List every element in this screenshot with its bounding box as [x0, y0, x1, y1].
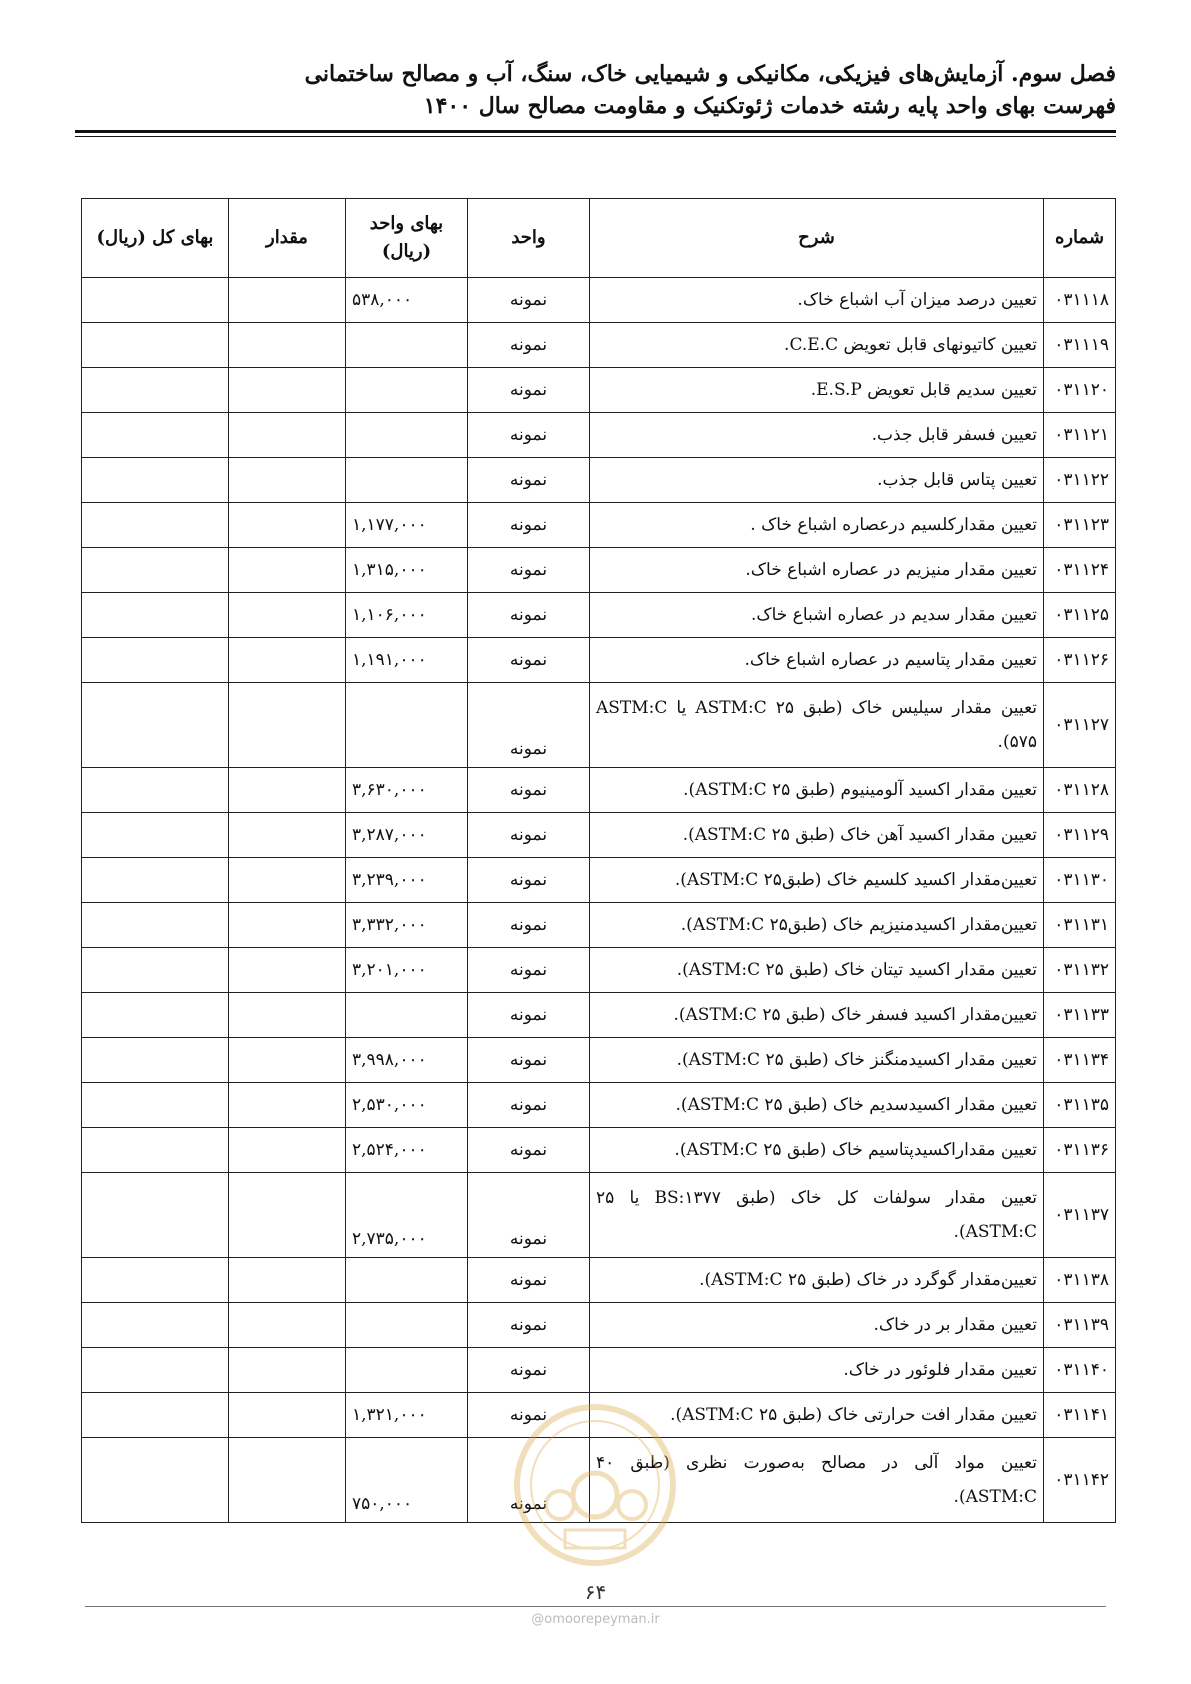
- row-description: تعیین‌مقدار اکسید فسفر خاک (طبق ASTM:C ۲۵).: [590, 993, 1044, 1038]
- table-row: [82, 903, 1116, 948]
- row-description: تعیین مقدار اکسید آهن خاک (طبق ASTM:C ۲۵).: [590, 813, 1044, 858]
- row-unit: نمونه: [468, 1303, 590, 1348]
- row-total-price: [82, 1173, 229, 1258]
- row-quantity: [229, 1128, 346, 1173]
- header-code: شماره: [1044, 199, 1116, 278]
- table-row: [82, 683, 1116, 768]
- row-description: تعیین کاتیونهای قابل تعویض C.E.C.: [590, 323, 1044, 368]
- footer-url: @omoorepeyman.ir: [531, 1612, 660, 1627]
- row-quantity: [229, 548, 346, 593]
- row-quantity: [229, 278, 346, 323]
- row-quantity: [229, 638, 346, 683]
- row-unit: نمونه: [468, 768, 590, 813]
- row-total-price: [82, 768, 229, 813]
- table-row: [82, 993, 1116, 1038]
- row-total-price: [82, 368, 229, 413]
- row-code: ۰۳۱۱۲۸: [1044, 768, 1116, 813]
- row-description: تعیین مقدار سدیم در عصاره اشباع خاک.: [590, 593, 1044, 638]
- table-row: [82, 1038, 1116, 1083]
- row-unit-price: [346, 458, 468, 503]
- row-total-price: [82, 1038, 229, 1083]
- row-unit: نمونه: [468, 948, 590, 993]
- row-unit: نمونه: [468, 593, 590, 638]
- header-total: بهای کل (ریال): [82, 199, 229, 278]
- row-total-price: [82, 1438, 229, 1523]
- row-unit: نمونه: [468, 458, 590, 503]
- row-description: تعیین‌مقدار گوگرد در خاک (طبق ۲۵ ASTM:C).: [590, 1258, 1044, 1303]
- row-code: ۰۳۱۱۴۱: [1044, 1393, 1116, 1438]
- table-row: [82, 638, 1116, 683]
- row-description: تعیین مقدار پتاسیم در عصاره اشباع خاک.: [590, 638, 1044, 683]
- row-description: تعیین مقدار اکسیدمنگنز خاک (طبق ASTM:C ۲۵).: [590, 1038, 1044, 1083]
- row-code: ۰۳۱۱۳۹: [1044, 1303, 1116, 1348]
- row-unit: نمونه: [468, 638, 590, 683]
- row-unit: نمونه: [468, 813, 590, 858]
- row-unit-price: ۵۳۸,۰۰۰: [346, 278, 468, 323]
- row-description: تعیین مقدار منیزیم در عصاره اشباع خاک.: [590, 548, 1044, 593]
- row-code: ۰۳۱۱۳۰: [1044, 858, 1116, 903]
- row-code: ۰۳۱۱۳۲: [1044, 948, 1116, 993]
- row-unit: نمونه: [468, 278, 590, 323]
- row-total-price: [82, 548, 229, 593]
- row-quantity: [229, 858, 346, 903]
- row-code: ۰۳۱۱۳۴: [1044, 1038, 1116, 1083]
- table-header-row: [82, 199, 1116, 278]
- table-row: [82, 593, 1116, 638]
- row-description: تعیین سدیم قابل تعویض E.S.P.: [590, 368, 1044, 413]
- row-unit-price: [346, 413, 468, 458]
- row-unit: نمونه: [468, 1128, 590, 1173]
- row-total-price: [82, 323, 229, 368]
- row-unit-price: ۷۵۰,۰۰۰: [346, 1438, 468, 1523]
- row-unit: نمونه: [468, 1438, 590, 1523]
- row-unit-price: ۳,۹۹۸,۰۰۰: [346, 1038, 468, 1083]
- row-unit-price: ۳,۶۳۰,۰۰۰: [346, 768, 468, 813]
- row-description: تعیین مقدارکلسیم درعصاره اشباع خاک .: [590, 503, 1044, 548]
- row-total-price: [82, 593, 229, 638]
- row-quantity: [229, 458, 346, 503]
- row-unit: نمونه: [468, 548, 590, 593]
- row-code: ۰۳۱۱۴۰: [1044, 1348, 1116, 1393]
- header-unit-price: بهای واحد (ریال): [346, 199, 468, 278]
- row-unit: نمونه: [468, 1348, 590, 1393]
- row-code: ۰۳۱۱۱۸: [1044, 278, 1116, 323]
- row-quantity: [229, 413, 346, 458]
- row-quantity: [229, 683, 346, 768]
- table-row: [82, 948, 1116, 993]
- row-total-price: [82, 993, 229, 1038]
- row-code: ۰۳۱۱۳۱: [1044, 903, 1116, 948]
- row-unit: نمونه: [468, 1083, 590, 1128]
- row-total-price: [82, 503, 229, 548]
- row-description: تعیین مقدار سیلیس خاک (طبق ASTM:C ۲۵ یا ASTM:C ۵۷۵).: [590, 683, 1044, 768]
- row-code: ۰۳۱۱۳۷: [1044, 1173, 1116, 1258]
- row-quantity: [229, 503, 346, 548]
- row-total-price: [82, 683, 229, 768]
- row-code: ۰۳۱۱۲۵: [1044, 593, 1116, 638]
- row-total-price: [82, 1083, 229, 1128]
- row-quantity: [229, 1173, 346, 1258]
- header-unit: واحد: [468, 199, 590, 278]
- row-unit: نمونه: [468, 413, 590, 458]
- table-body: [82, 278, 1116, 1523]
- table-row: [82, 1348, 1116, 1393]
- table-row: [82, 1173, 1116, 1258]
- row-total-price: [82, 1303, 229, 1348]
- row-quantity: [229, 368, 346, 413]
- table-row: [82, 458, 1116, 503]
- row-unit-price: [346, 1303, 468, 1348]
- row-code: ۰۳۱۱۲۷: [1044, 683, 1116, 768]
- row-unit: نمونه: [468, 1173, 590, 1258]
- row-code: ۰۳۱۱۲۴: [1044, 548, 1116, 593]
- table-row: [82, 858, 1116, 903]
- row-description: تعیین مقدار اکسیدسدیم خاک (طبق ASTM:C ۲۵).: [590, 1083, 1044, 1128]
- page-header: [75, 58, 1116, 122]
- row-quantity: [229, 1348, 346, 1393]
- row-total-price: [82, 638, 229, 683]
- row-quantity: [229, 768, 346, 813]
- row-description: تعیین فسفر قابل جذب.: [590, 413, 1044, 458]
- row-total-price: [82, 1348, 229, 1393]
- table-row: [82, 1303, 1116, 1348]
- row-quantity: [229, 813, 346, 858]
- row-code: ۰۳۱۱۴۲: [1044, 1438, 1116, 1523]
- row-quantity: [229, 903, 346, 948]
- row-unit-price: ۲,۵۲۴,۰۰۰: [346, 1128, 468, 1173]
- table-row: [82, 1083, 1116, 1128]
- row-quantity: [229, 323, 346, 368]
- table-row: [82, 503, 1116, 548]
- row-description: تعیین درصد میزان آب اشباع خاک.: [590, 278, 1044, 323]
- row-code: ۰۳۱۱۲۱: [1044, 413, 1116, 458]
- row-quantity: [229, 1438, 346, 1523]
- row-quantity: [229, 1393, 346, 1438]
- table-row: [82, 368, 1116, 413]
- row-total-price: [82, 858, 229, 903]
- row-total-price: [82, 903, 229, 948]
- row-unit-price: ۱,۳۱۵,۰۰۰: [346, 548, 468, 593]
- header-divider-thin: [75, 136, 1116, 137]
- row-quantity: [229, 1038, 346, 1083]
- table-row: [82, 1258, 1116, 1303]
- row-unit: نمونه: [468, 993, 590, 1038]
- row-unit-price: [346, 1258, 468, 1303]
- footer-divider: [85, 1606, 1106, 1607]
- row-code: ۰۳۱۱۱۹: [1044, 323, 1116, 368]
- row-description: تعیین مقدار افت حرارتی خاک (طبق ۲۵ ASTM:C).: [590, 1393, 1044, 1438]
- row-description: تعیین‌مقدار اکسیدمنیزیم خاک (طبق‌ASTM:C ۲۵).: [590, 903, 1044, 948]
- row-unit-price: [346, 368, 468, 413]
- page-number: ۶۴: [584, 1580, 607, 1604]
- row-unit: نمونه: [468, 903, 590, 948]
- row-quantity: [229, 993, 346, 1038]
- row-quantity: [229, 948, 346, 993]
- price-table: [81, 198, 1116, 1523]
- row-quantity: [229, 1258, 346, 1303]
- row-total-price: [82, 1258, 229, 1303]
- row-unit-price: ۲,۷۳۵,۰۰۰: [346, 1173, 468, 1258]
- row-code: ۰۳۱۱۲۹: [1044, 813, 1116, 858]
- row-unit-price: ۱,۱۷۷,۰۰۰: [346, 503, 468, 548]
- row-quantity: [229, 1303, 346, 1348]
- row-unit: نمونه: [468, 323, 590, 368]
- row-total-price: [82, 813, 229, 858]
- row-quantity: [229, 593, 346, 638]
- row-code: ۰۳۱۱۲۰: [1044, 368, 1116, 413]
- row-unit-price: [346, 323, 468, 368]
- row-code: ۰۳۱۱۲۳: [1044, 503, 1116, 548]
- row-total-price: [82, 948, 229, 993]
- row-unit-price: ۲,۵۳۰,۰۰۰: [346, 1083, 468, 1128]
- row-code: ۰۳۱۱۲۶: [1044, 638, 1116, 683]
- document-title: فهرست بهای واحد پایه رشته خدمات ژئوتکنیک و مقاومت مصالح سال ۱۴۰۰: [423, 93, 1116, 119]
- row-description: تعیین مقداراکسیدپتاسیم خاک (طبق ASTM:C ۲۵).: [590, 1128, 1044, 1173]
- row-code: ۰۳۱۱۲۲: [1044, 458, 1116, 503]
- row-description: تعیین مواد آلی در مصالح به‌صورت نظری (طبق ۴۰ ASTM:C).: [590, 1438, 1044, 1523]
- row-total-price: [82, 1393, 229, 1438]
- table-row: [82, 813, 1116, 858]
- row-description: تعیین‌مقدار اکسید کلسیم خاک (طبق‌ASTM:C ۲۵).: [590, 858, 1044, 903]
- table-row: [82, 768, 1116, 813]
- row-unit: نمونه: [468, 503, 590, 548]
- row-unit-price: ۱,۳۲۱,۰۰۰: [346, 1393, 468, 1438]
- row-code: ۰۳۱۱۳۸: [1044, 1258, 1116, 1303]
- row-code: ۰۳۱۱۳۳: [1044, 993, 1116, 1038]
- row-unit-price: ۱,۱۰۶,۰۰۰: [346, 593, 468, 638]
- row-unit: نمونه: [468, 858, 590, 903]
- row-total-price: [82, 278, 229, 323]
- chapter-title: فصل سوم. آزمایش‌های فیزیکی، مکانیکی و شیمیایی خاک، سنگ، آب و مصالح ساختمانی: [304, 61, 1116, 87]
- row-unit: نمونه: [468, 1258, 590, 1303]
- table-row: [82, 1438, 1116, 1523]
- table-row: [82, 548, 1116, 593]
- row-description: تعیین مقدار سولفات کل خاک (طبق BS:۱۳۷۷ یا ۲۵ ASTM:C).: [590, 1173, 1044, 1258]
- row-total-price: [82, 413, 229, 458]
- row-unit-price: [346, 993, 468, 1038]
- row-unit-price: [346, 1348, 468, 1393]
- header-desc: شرح: [590, 199, 1044, 278]
- table-row: [82, 413, 1116, 458]
- row-unit-price: ۳,۲۳۹,۰۰۰: [346, 858, 468, 903]
- row-unit-price: ۳,۲۰۱,۰۰۰: [346, 948, 468, 993]
- row-total-price: [82, 1128, 229, 1173]
- row-quantity: [229, 1083, 346, 1128]
- row-total-price: [82, 458, 229, 503]
- row-description: تعیین مقدار فلوئور در خاک.: [590, 1348, 1044, 1393]
- row-unit-price: ۱,۱۹۱,۰۰۰: [346, 638, 468, 683]
- row-description: تعیین مقدار بر در خاک.: [590, 1303, 1044, 1348]
- row-code: ۰۳۱۱۳۵: [1044, 1083, 1116, 1128]
- row-unit: نمونه: [468, 1393, 590, 1438]
- table-row: [82, 323, 1116, 368]
- row-description: تعیین مقدار اکسید آلومینیوم (طبق ASTM:C ۲۵).: [590, 768, 1044, 813]
- row-description: تعیین پتاس قابل جذب.: [590, 458, 1044, 503]
- row-unit-price: ۳,۳۳۲,۰۰۰: [346, 903, 468, 948]
- table-row: [82, 1128, 1116, 1173]
- row-description: تعیین مقدار اکسید تیتان خاک (طبق ASTM:C ۲۵).: [590, 948, 1044, 993]
- row-unit: نمونه: [468, 1038, 590, 1083]
- table-row: [82, 278, 1116, 323]
- header-qty: مقدار: [229, 199, 346, 278]
- row-unit: نمونه: [468, 368, 590, 413]
- row-unit: نمونه: [468, 683, 590, 768]
- row-code: ۰۳۱۱۳۶: [1044, 1128, 1116, 1173]
- table-row: [82, 1393, 1116, 1438]
- row-unit-price: ۳,۲۸۷,۰۰۰: [346, 813, 468, 858]
- row-unit-price: [346, 683, 468, 768]
- header-divider-thick: [75, 130, 1116, 133]
